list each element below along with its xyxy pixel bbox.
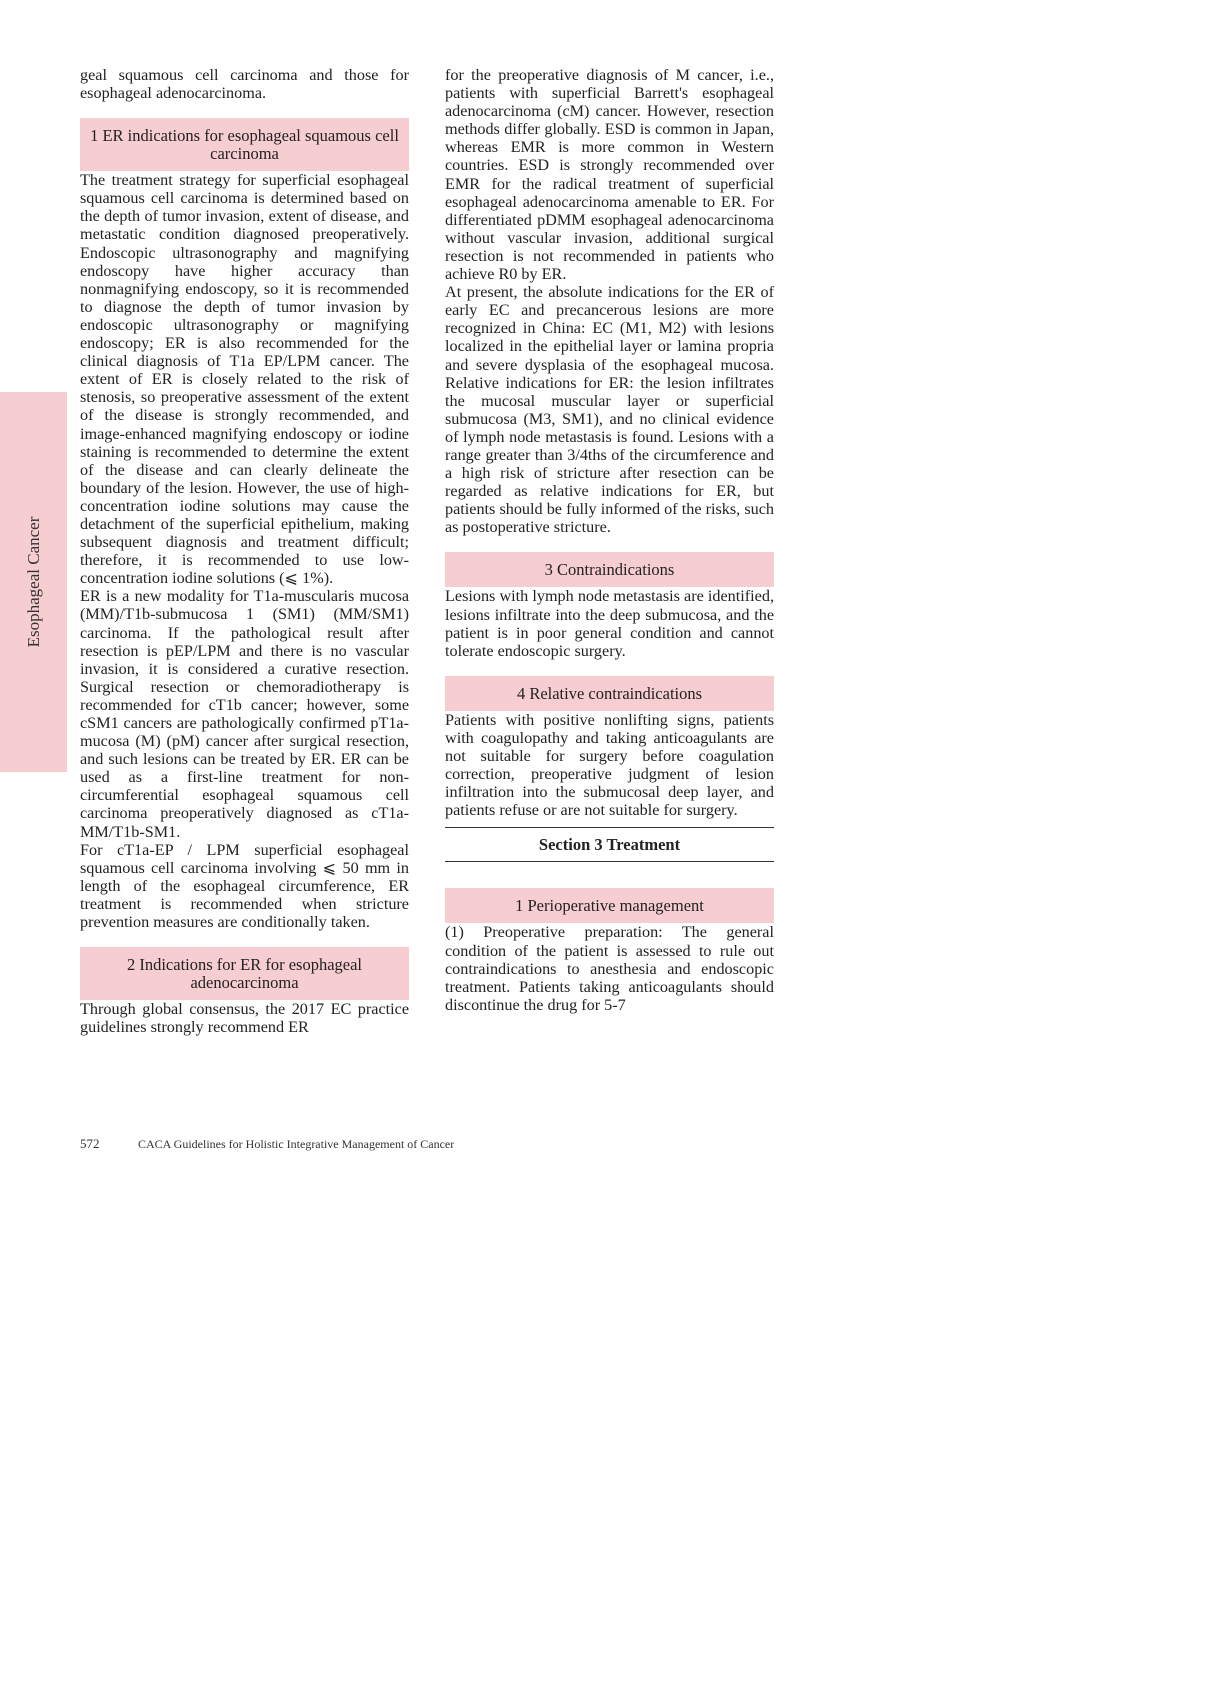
page-footer: [80, 1136, 454, 1152]
heading-contraindications: 3 Contraindications: [445, 552, 774, 587]
heading-er-indications-adenocarcinoma: 2 Indications for ER for esophageal adenocarcinoma: [80, 947, 409, 1000]
left-column: [80, 66, 409, 1036]
paragraph: For cT1a-EP / LPM superficial esophageal squamous cell carcinoma involving ⩽ 50 mm in length of the esophageal circumference, ER treatment is recommended when stricture prevention measures are conditionally taken.: [80, 840, 409, 932]
heading-perioperative-management: 1 Perioperative management: [445, 888, 774, 923]
right-column: [445, 66, 774, 1014]
paragraph: ER is a new modality for T1a-muscularis mucosa (MM)/T1b-submucosa 1 (SM1) (MM/SM1) carcinoma. If the pathological result after resection is pEP/LPM and there is no vascular invasion, it is considered a curative resection. Surgical resection or chemoradiotherapy is recommended for cT1b cancer; however, some cSM1 cancers are pathologically confirmed pT1a-mucosa (M) (pM) cancer after surgical resection, and such lesions can be treated by ER. ER can be used as a first-line treatment for non-circumferential esophageal squamous cell carcinoma preoperatively diagnosed as cT1a-MM/T1b-SM1.: [80, 587, 409, 841]
section-title: Section 3 Treatment: [445, 827, 774, 862]
paragraph: (1) Preoperative preparation: The general condition of the patient is assessed to rule out contraindications to anesthesia and endoscopic treatment. Patients taking anticoagulants should discontinue the drug for 5-7: [445, 923, 774, 1014]
heading-relative-contraindications: 4 Relative contraindications: [445, 676, 774, 711]
paragraph: At present, the absolute indications for the ER of early EC and precancerous lesions are more recognized in China: EC (M1, M2) with lesions localized in the epithelial layer or lamina propria and severe dysplasia of the esophageal mucosa. Relative indications for ER: the lesion infiltrates the mucosal muscular layer or superficial submucosa (M3, SM1), and no clinical evidence of lymph node metastasis is found. Lesions with a range greater than 3/4ths of the circumference and a high risk of stricture after resection can be regarded as relative indications for ER, but patients should be fully informed of the risks, such as postoperative stricture.: [445, 283, 774, 537]
paragraph: Lesions with lymph node metastasis are identified, lesions infiltrate into the deep submucosa, and the patient is in poor general condition and cannot tolerate endoscopic surgery.: [445, 587, 774, 660]
paragraph: for the preoperative diagnosis of M cancer, i.e., patients with superficial Barrett's esophageal adenocarcinoma (cM) cancer. However, resection methods differ globally. ESD is common in Japan, whereas EMR is more common in Western countries. ESD is strongly recommended over EMR for the radical treatment of superficial esophageal adenocarcinoma amenable to ER. For differentiated pDMM esophageal adenocarcinoma without vascular invasion, additional surgical resection is not recommended in patients who achieve R0 by ER.: [445, 66, 774, 284]
paragraph: geal squamous cell carcinoma and those for esophageal adenocarcinoma.: [80, 66, 409, 103]
side-tab: [0, 392, 67, 772]
heading-er-indications-squamous: 1 ER indications for esophageal squamous cell carcinoma: [80, 118, 409, 171]
paragraph: Patients with positive nonlifting signs, patients with coagulopathy and taking anticoagulants are not suitable for surgery before coagulation correction, preoperative judgment of lesion infiltration into the submucosal deep layer, and patients refuse or are not suitable for surgery.: [445, 710, 774, 820]
paragraph: Through global consensus, the 2017 EC practice guidelines strongly recommend ER: [80, 1000, 409, 1037]
side-tab-label: Esophageal Cancer: [23, 516, 43, 648]
page-number: 572: [80, 1136, 100, 1151]
running-title: CACA Guidelines for Holistic Integrative Management of Cancer: [138, 1137, 455, 1151]
paragraph: The treatment strategy for superficial esophageal squamous cell carcinoma is determined based on the depth of tumor invasion, extent of disease, and metastatic condition diagnosed preoperatively. Endoscopic ultrasonography and magnifying endoscopy have higher accuracy than nonmagnifying endoscopy, so it is recommended to diagnose the depth of tumor invasion by endoscopic ultrasonography or magnifying endoscopy; ER is also recommended for the clinical diagnosis of T1a EP/LPM cancer. The extent of ER is closely related to the risk of stenosis, so preoperative assessment of the extent of the disease is strongly recommended, and image-enhanced magnifying endoscopy or iodine staining is recommended to determine the extent of the disease and can clearly delineate the boundary of the lesion. However, the use of high-concentration iodine solutions may cause the detachment of the superficial epithelium, making subsequent diagnosis and treatment difficult; therefore, it is recommended to use low-concentration iodine solutions (⩽ 1%).: [80, 171, 409, 588]
